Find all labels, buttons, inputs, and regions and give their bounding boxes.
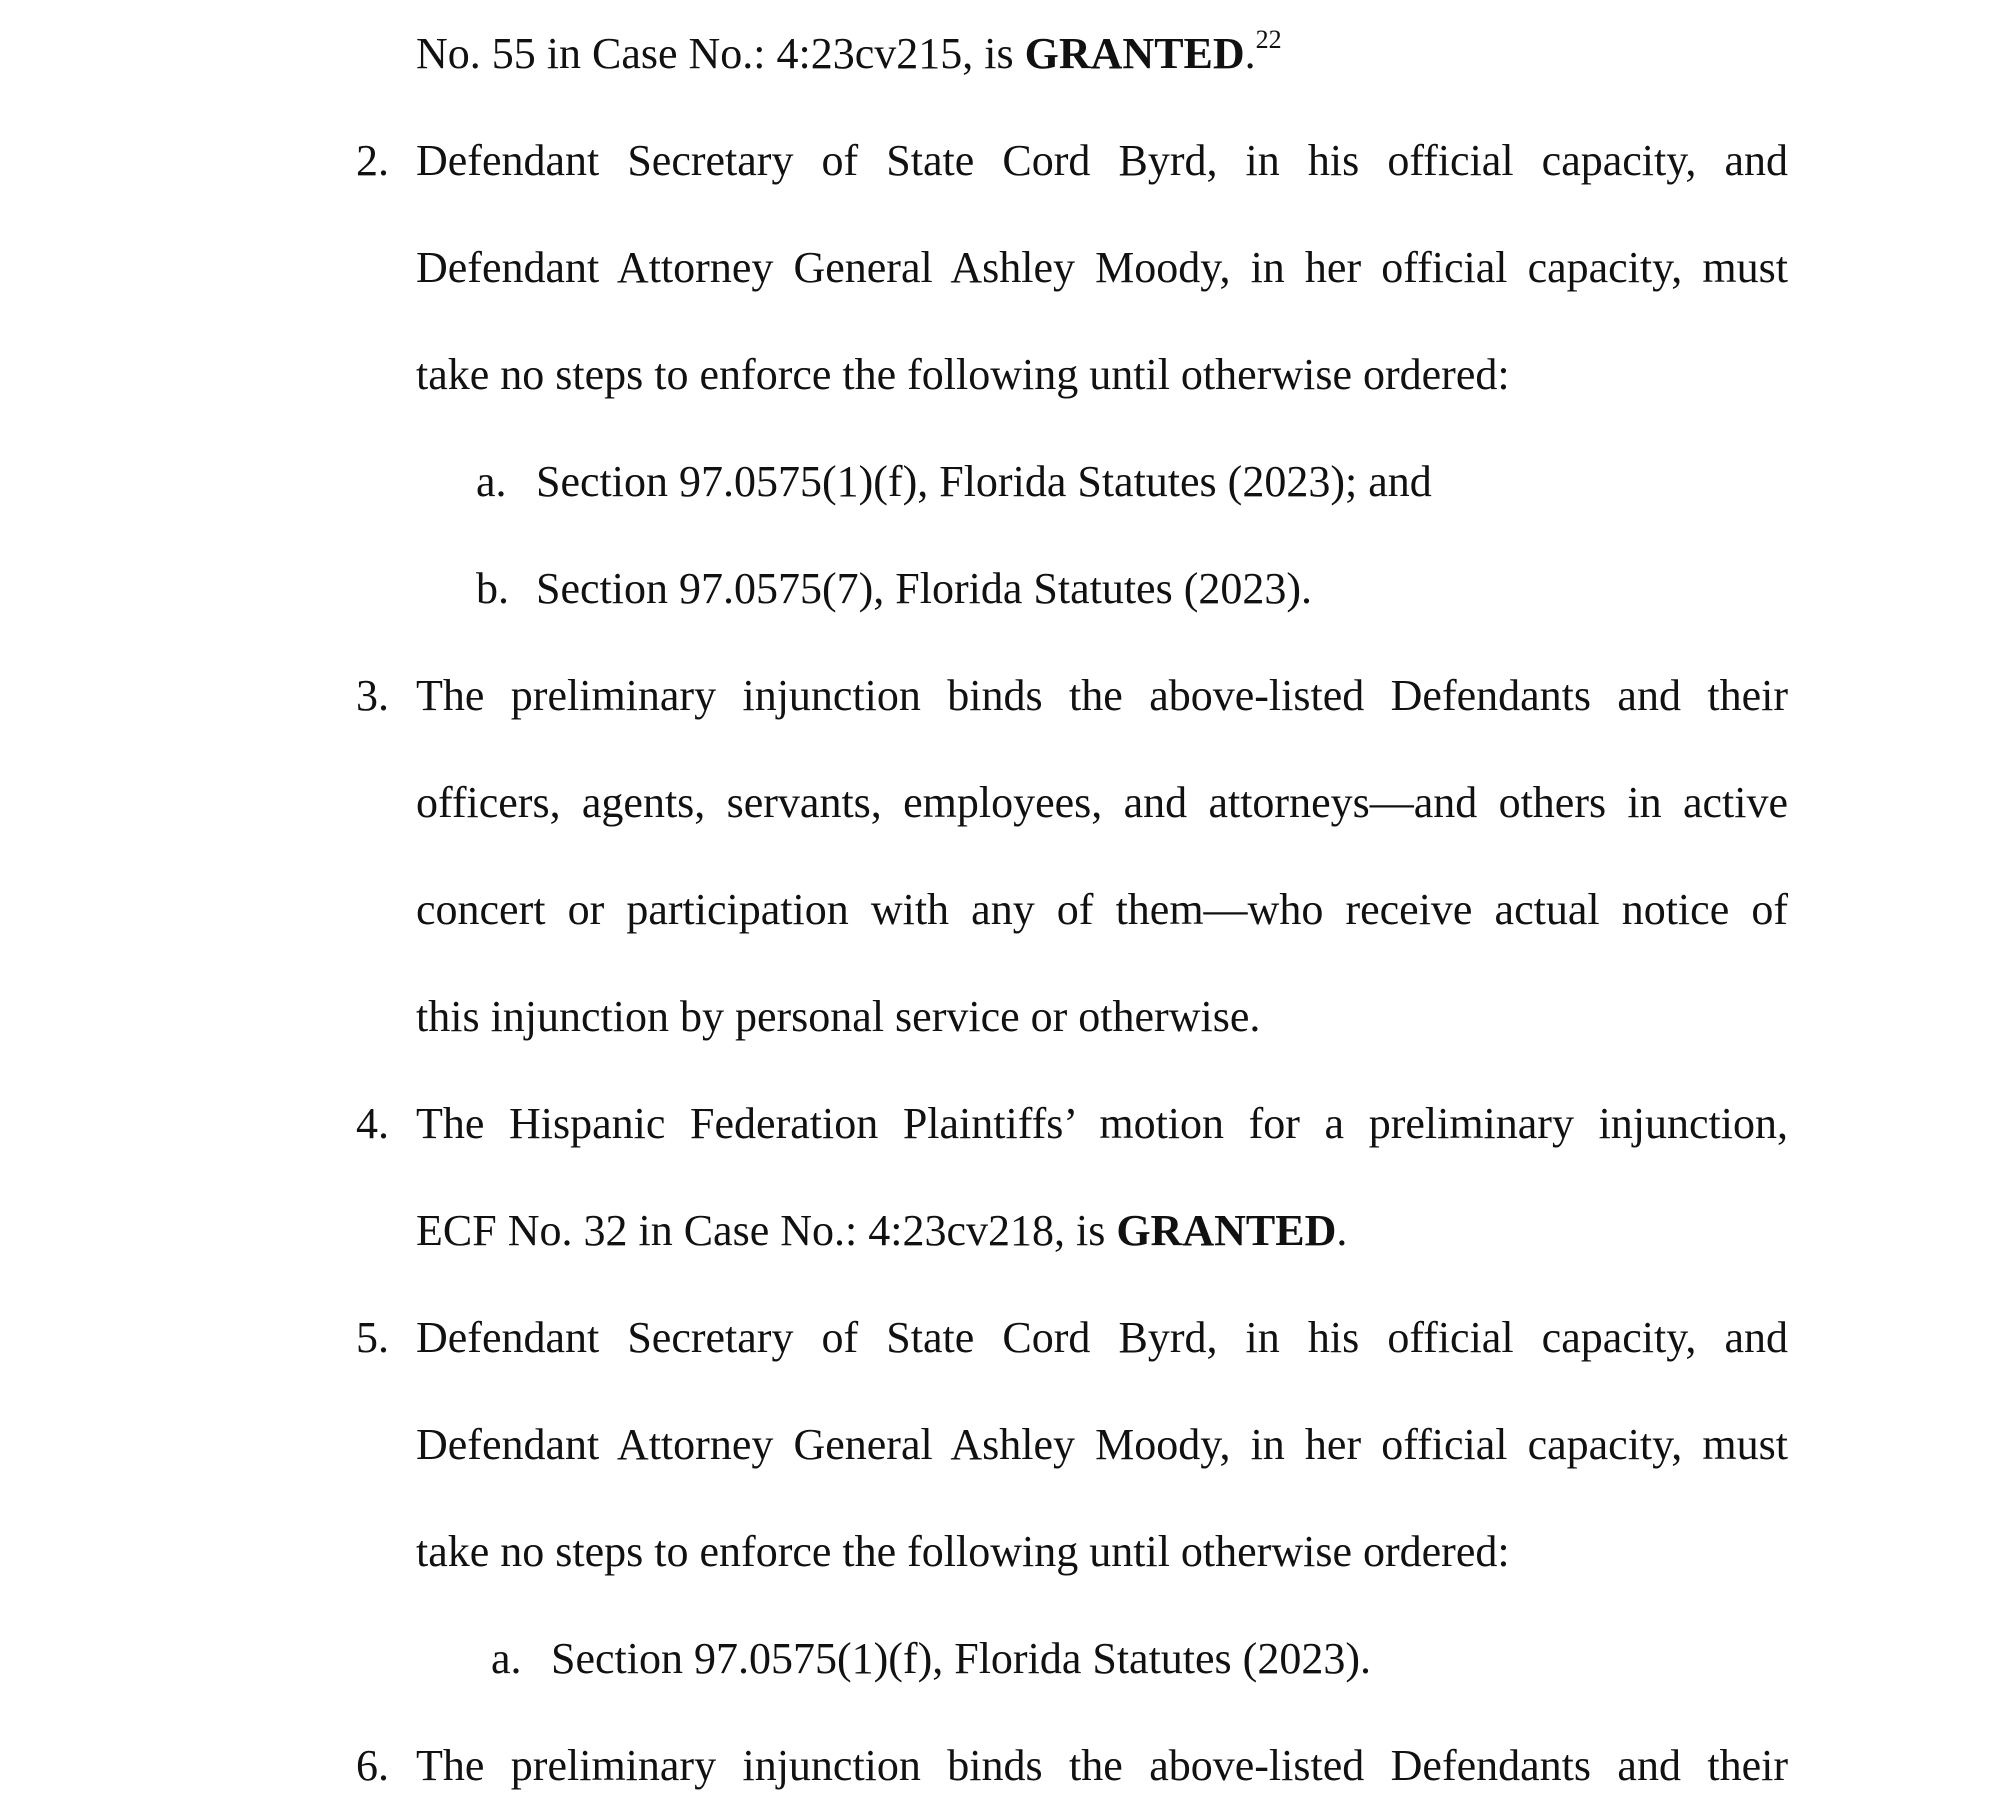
- item-line: concert or participation with any of them—who receive actual notice of: [416, 885, 1788, 934]
- subitem-text: Section 97.0575(7), Florida Statutes (2023).: [536, 564, 1313, 613]
- item-line: Defendant Attorney General Ashley Moody, in her official capacity, must: [416, 1420, 1788, 1469]
- item-line: this injunction by personal service or otherwise.: [416, 992, 1261, 1041]
- item-line: Defendant Secretary of State Cord Byrd, in his official capacity, and: [416, 1313, 1788, 1362]
- opening-text: No. 55 in Case No.: 4:23cv215, is: [416, 29, 1025, 78]
- opening-period: .: [1244, 29, 1256, 78]
- item-line: The preliminary injunction binds the above-listed Defendants and their: [416, 671, 1788, 720]
- subitem-text: Section 97.0575(1)(f), Florida Statutes (2023); and: [536, 457, 1432, 506]
- subitem-letter: b.: [476, 564, 509, 613]
- granted-label: GRANTED: [1024, 29, 1245, 78]
- item-number: 5.: [356, 1313, 389, 1362]
- footnote-marker: 22: [1255, 25, 1282, 54]
- item-line: Defendant Secretary of State Cord Byrd, in his official capacity, and: [416, 136, 1788, 185]
- opening-line: [416, 24, 1282, 84]
- item-number: 3.: [356, 671, 389, 720]
- subitem-letter: a.: [476, 457, 507, 506]
- item-line: take no steps to enforce the following until otherwise ordered:: [416, 1527, 1510, 1576]
- granted-label: GRANTED: [1116, 1206, 1337, 1255]
- item-number: 6.: [356, 1741, 389, 1790]
- item-line: take no steps to enforce the following until otherwise ordered:: [416, 350, 1510, 399]
- item-line: Defendant Attorney General Ashley Moody, in her official capacity, must: [416, 243, 1788, 292]
- subitem-letter: a.: [491, 1634, 522, 1683]
- item-last-line-text: ECF No. 32 in Case No.: 4:23cv218, is: [416, 1206, 1117, 1255]
- item-last-line-period: .: [1336, 1206, 1348, 1255]
- item-last-line: [416, 1201, 1347, 1261]
- subitem-text: Section 97.0575(1)(f), Florida Statutes (2023).: [551, 1634, 1371, 1683]
- item-number: 4.: [356, 1099, 389, 1148]
- item-line: The preliminary injunction binds the above-listed Defendants and their: [416, 1741, 1788, 1790]
- item-number: 2.: [356, 136, 389, 185]
- item-line: officers, agents, servants, employees, and attorneys—and others in active: [416, 778, 1788, 827]
- item-line: The Hispanic Federation Plaintiffs’ motion for a preliminary injunction,: [416, 1099, 1788, 1148]
